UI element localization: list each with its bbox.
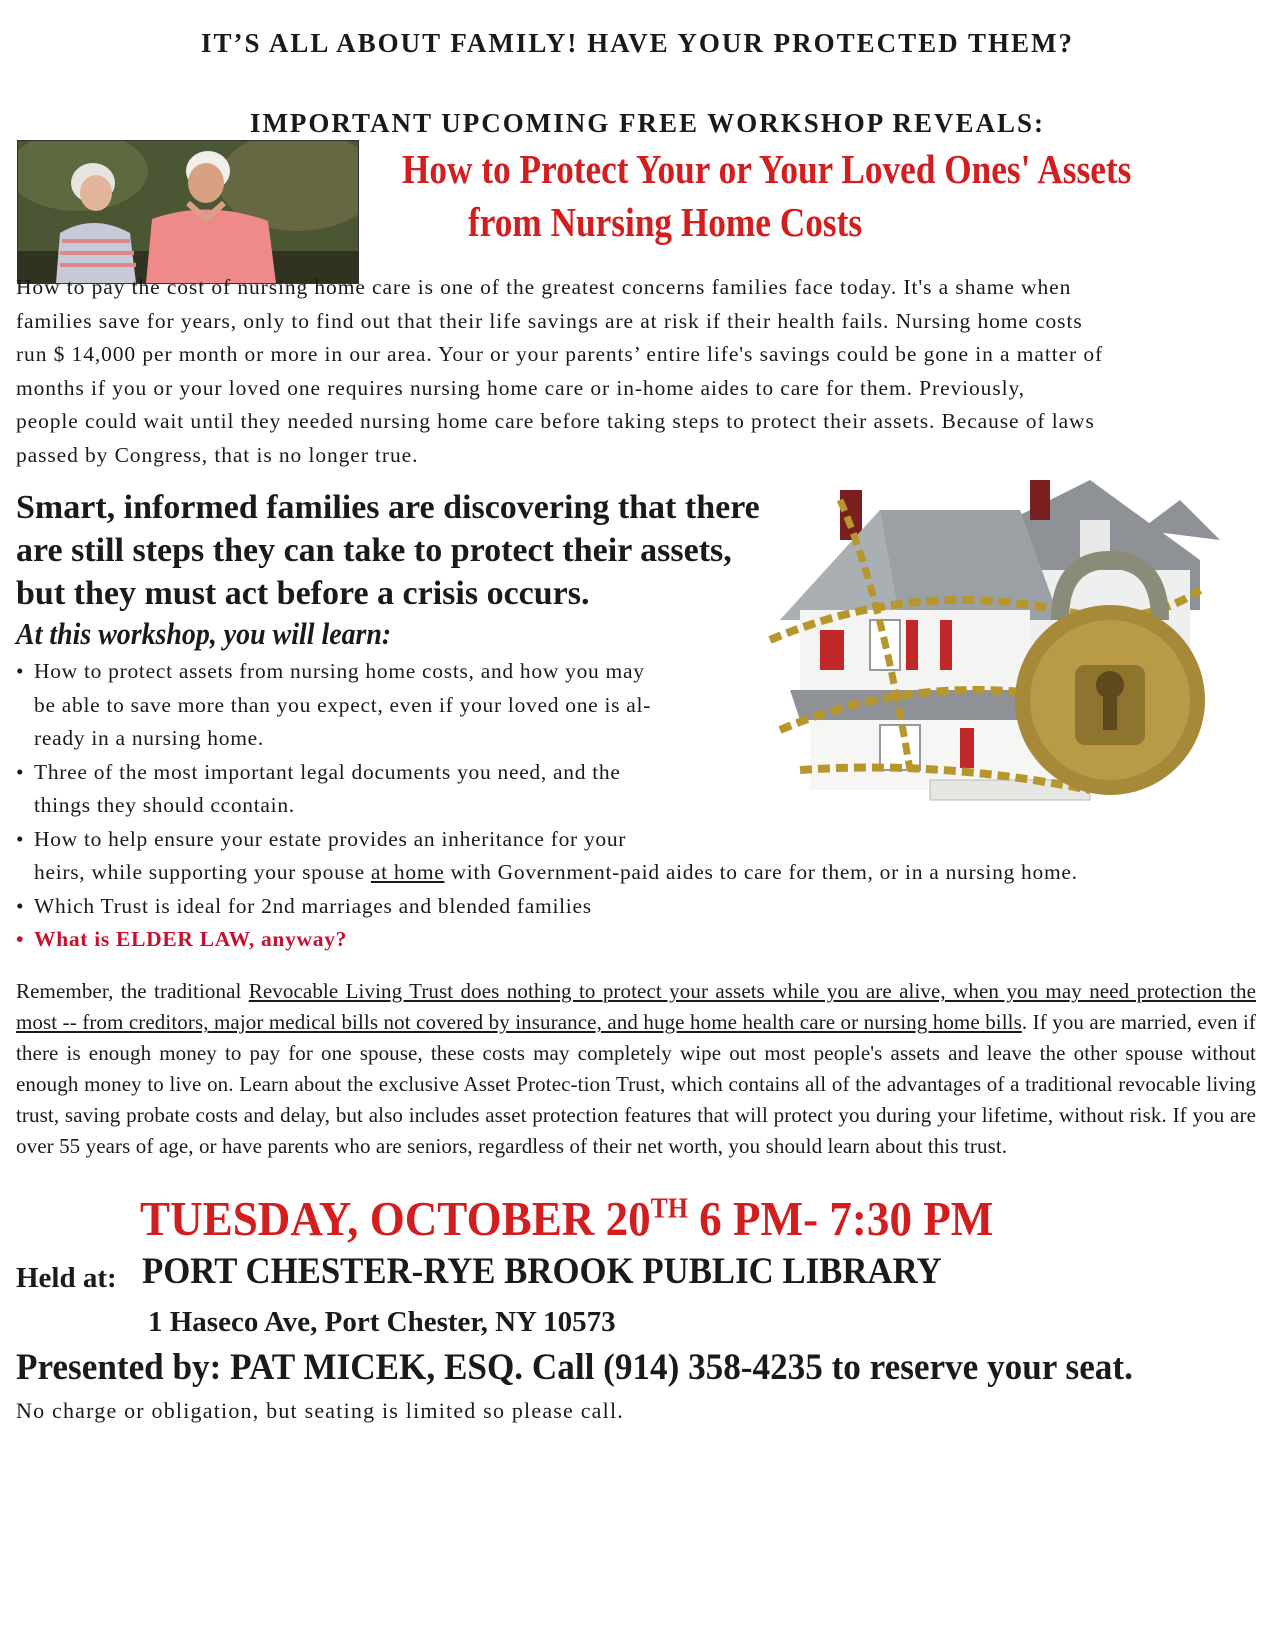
bullet-line: ready in a nursing home. bbox=[34, 726, 264, 750]
remember-rest: . If you are married, even if there is enough money to pay for one spouse, these costs may completely wipe out most people's assets and leave the other spouse without enough money to live on. Learn about the exclusive Asset Protec-tion Trust, which contains all of the advantages of a traditional revocable living trust, saving probate costs and delay, but also includes asset protection features that will protect you during your lifetime, without risk. If you are over 55 years of age, or have parents who are seniors, regardless of their net worth, you should learn about this trust. bbox=[16, 1010, 1256, 1158]
bullet-line: • Three of the most important legal documents you need, and the bbox=[34, 759, 621, 784]
headline-family: IT’S ALL ABOUT FAMILY! HAVE YOUR PROTECTED THEM? bbox=[201, 28, 1074, 58]
bullet-legal-documents bbox=[16, 756, 1256, 823]
intro-line: people could wait until they needed nursing home care before taking steps to protect their assets. Because of laws bbox=[16, 409, 1095, 433]
date-main: TUESDAY, OCTOBER 20 bbox=[140, 1191, 651, 1246]
bullet-text: with Government-paid aides to care for them, or in a nursing home. bbox=[444, 860, 1078, 884]
smart-line: but they must act before a crisis occurs. bbox=[16, 575, 590, 612]
bullet-trust-blended: • Which Trust is ideal for 2nd marriages and blended families bbox=[16, 890, 1256, 924]
date-suffix: TH bbox=[650, 1193, 688, 1225]
smart-line: are still steps they can take to protect their assets, bbox=[16, 532, 732, 569]
bullet-line bbox=[34, 856, 1256, 890]
smart-line: Smart, informed families are discovering that there bbox=[16, 489, 760, 526]
bullet-line: be able to save more than you expect, even if your loved one is al- bbox=[34, 692, 652, 717]
bullet-protect-assets bbox=[16, 655, 1256, 756]
title-line-1: How to Protect Your or Your Loved Ones' Assets bbox=[402, 146, 1132, 192]
learning-bullets bbox=[16, 655, 1256, 957]
intro-line: run $ 14,000 per month or more in our area. Your or your parents’ entire life's savings could be gone in a matter of bbox=[16, 342, 1104, 366]
presenter-line: Presented by: PAT MICEK, ESQ. Call (914) 358-4235 to reserve your seat. bbox=[16, 1347, 1133, 1388]
venue-name: PORT CHESTER-RYE BROOK PUBLIC LIBRARY bbox=[142, 1251, 942, 1292]
held-at-label: Held at: bbox=[16, 1262, 117, 1294]
at-home-underline: at home bbox=[370, 860, 445, 884]
no-charge-note: No charge or obligation, but seating is limited so please call. bbox=[16, 1398, 624, 1423]
smart-families-callout bbox=[16, 486, 761, 615]
title-line-2: from Nursing Home Costs bbox=[468, 199, 863, 245]
bullet-line: • How to help ensure your estate provides an inheritance for your bbox=[34, 826, 627, 851]
intro-line: passed by Congress, that is no longer true. bbox=[16, 442, 419, 467]
learn-heading: At this workshop, you will learn: bbox=[16, 616, 392, 651]
headline-workshop: IMPORTANT UPCOMING FREE WORKSHOP REVEALS: bbox=[249, 108, 1046, 138]
remember-paragraph bbox=[16, 976, 1256, 1162]
event-time: 6 PM- 7:30 PM bbox=[687, 1191, 994, 1246]
remember-lead: Remember, the traditional bbox=[16, 979, 249, 1003]
bullet-elder-law: • What is ELDER LAW, anyway? bbox=[16, 923, 1256, 957]
event-date bbox=[140, 1190, 993, 1247]
elderly-couple-illustration bbox=[18, 141, 358, 283]
bullet-inheritance bbox=[16, 823, 1256, 890]
intro-line: How to pay the cost of nursing home care is one of the greatest concerns families face today. It's a shame when bbox=[16, 275, 1072, 299]
bullet-text: heirs, while supporting your spouse bbox=[34, 860, 371, 884]
elderly-couple-photo bbox=[17, 140, 359, 284]
remember-underlined: Revocable Living Trust does nothing to protect your assets while you are alive, when you may need protection the most -- from creditors, major medical bills not covered by insurance, and huge home health care or nursing home bills bbox=[16, 979, 1256, 1034]
intro-line: families save for years, only to find out that their life savings are at risk if their health fails. Nursing home costs bbox=[16, 308, 1083, 333]
bullet-line: • How to protect assets from nursing home costs, and how you may bbox=[34, 659, 645, 683]
venue-address: 1 Haseco Ave, Port Chester, NY 10573 bbox=[148, 1306, 616, 1338]
bullet-line: things they should ccontain. bbox=[34, 793, 295, 817]
intro-paragraph bbox=[16, 271, 1258, 472]
intro-line: months if you or your loved one requires nursing home care or in-home aides to care for them. Previously, bbox=[16, 375, 1026, 400]
